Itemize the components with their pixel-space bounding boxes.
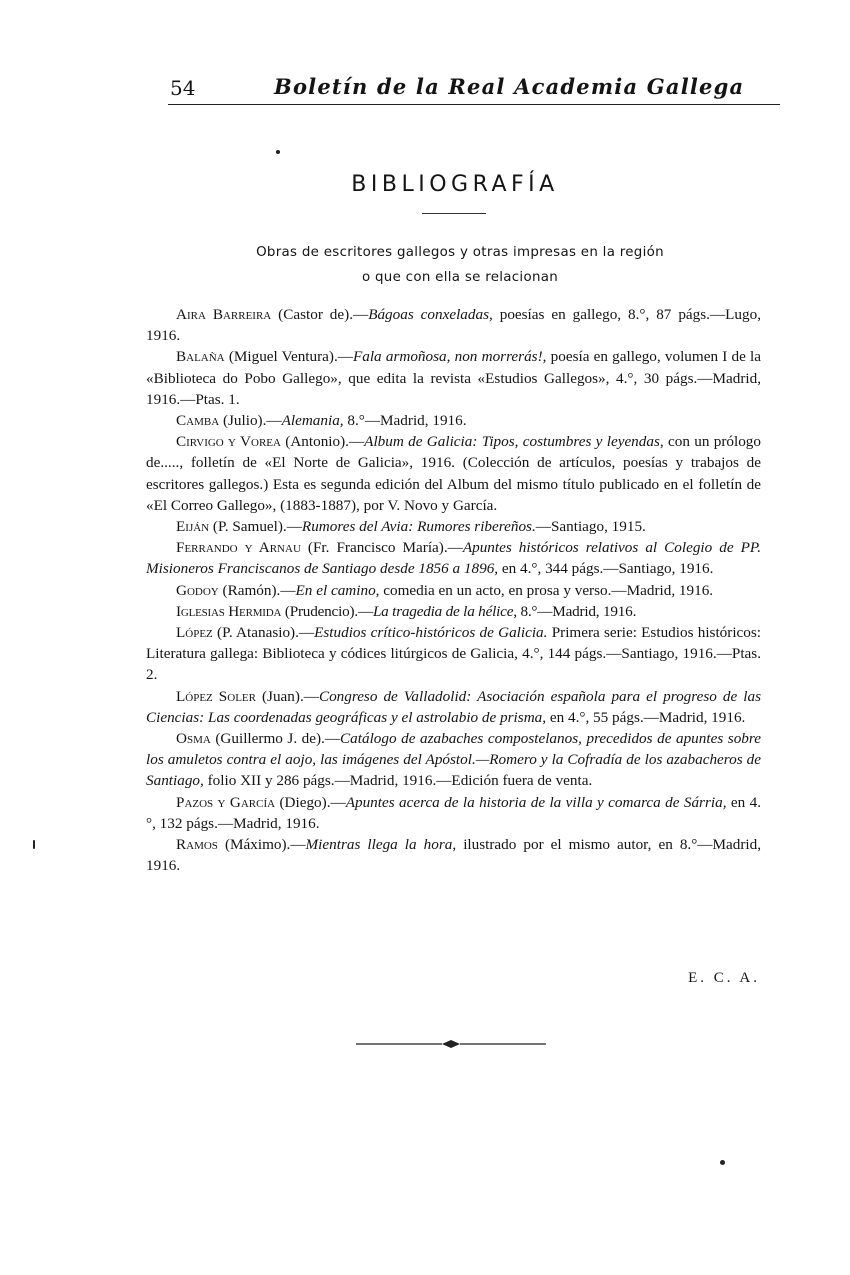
entry-title: Bágoas conxeladas, <box>368 306 493 323</box>
entry-author-detail: (Miguel Ventura).— <box>224 348 353 366</box>
entry-details: en 4.°, 132 págs.—Madrid, 1916. <box>146 793 762 832</box>
entry-details: 8.°—Madrid, 1916. <box>343 412 467 430</box>
entry-title: Estudios crítico-históricos de Galicia. <box>314 624 548 642</box>
entry-title: Album de Galicia: Tipos, costumbres y leyendas, <box>364 433 664 451</box>
entry-details: —Santiago, 1915. <box>535 518 646 536</box>
entry-title: La tragedia de la hélice, <box>372 602 517 620</box>
entry-details: folio XII y 286 págs.—Madrid, 1916.—Edición fuera de venta. <box>203 772 593 790</box>
title-divider <box>422 213 486 214</box>
bibliography-entry <box>146 431 761 516</box>
entry-author: Pazos y García <box>176 793 276 811</box>
bibliography-list <box>146 304 761 876</box>
entry-author-detail: (Prudencio).— <box>281 602 373 620</box>
print-speck <box>276 150 280 154</box>
entry-details: poesía en gallego, volumen I de la «Biblioteca do Pobo Gallego», que edita la revista «Estudios Gallegos», 4.°, 30 págs.—Madrid, 1916.—Ptas. 1. <box>146 348 761 408</box>
entry-author: Balaña <box>176 348 225 366</box>
bibliography-entry <box>146 728 761 792</box>
entry-title: En el camino, <box>295 581 380 599</box>
entry-author-detail: (Fr. Francisco María).— <box>300 539 463 557</box>
entry-title: Congreso de Valladolid: Asociación española para el progreso de las Ciencias: Las coordenadas geográficas y el astrolabio de prisma, <box>146 687 761 726</box>
journal-title: Boletín de la Real Academia Gallega <box>274 74 745 99</box>
entry-details: comedia en un acto, en prosa y verso.—Madrid, 1916. <box>379 581 714 599</box>
running-head <box>170 74 760 104</box>
entry-author: Osma <box>176 730 211 748</box>
entry-author: Ferrando y Arnau <box>176 539 301 557</box>
bibliography-entry <box>146 622 761 686</box>
entry-author-detail: (P. Atanasio).— <box>212 624 315 642</box>
entry-author: Aira Barreira <box>176 306 272 323</box>
entry-title: Apuntes acerca de la historia de la villa y comarca de Sárria, <box>345 793 727 811</box>
entry-title: Rumores del Avia: Rumores ribereños. <box>301 518 536 536</box>
entry-title: Catálogo de azabaches compostelanos, precedidos de apuntes sobre los amuletos contra el aojo, las imágenes del Apóstol.—Romero y la Cofradía de los azabacheros de Santiago, <box>146 730 761 790</box>
bibliography-entry <box>146 410 761 431</box>
entry-details: 8.°—Madrid, 1916. <box>516 602 637 620</box>
bibliography-entry <box>146 537 761 579</box>
entry-author-detail: (Máximo).— <box>217 836 306 854</box>
entry-author: Iglesias Hermida <box>176 602 282 620</box>
bibliography-entry <box>146 834 761 876</box>
entry-details: en 4.°, 55 págs.—Madrid, 1916. <box>546 708 746 726</box>
entry-author: López <box>176 624 213 642</box>
entry-details: en 4.°, 344 págs.—Santiago, 1916. <box>498 560 714 578</box>
entry-title: Fala armoñosa, non morrerás!, <box>352 348 547 366</box>
entry-author: Godoy <box>176 581 219 599</box>
bibliography-entry <box>146 580 761 601</box>
section-title: BIBLIOGRAFÍA <box>351 172 559 197</box>
entry-author-detail: (Julio).— <box>219 412 282 430</box>
entry-title: Alemania, <box>281 412 344 430</box>
entry-author-detail: (Antonio).— <box>280 433 365 451</box>
end-ornament-icon <box>356 1036 546 1052</box>
entry-details: con un prólogo de....., folletín de «El Norte de Galicia», 1916. (Colección de artículos, poesías y trabajos de escritores gallegos.) Esta es segunda edición del Album del mismo título publicado en el folletín de «El Correo Gallego», (1883-1887), por V. Novo y García. <box>146 433 761 514</box>
bibliography-entry <box>146 686 761 728</box>
entry-title: Apuntes históricos relativos al Colegio de PP. Misioneros Franciscanos de Santiago desde 1856 a 1896, <box>146 539 762 578</box>
section-subtitle <box>160 240 760 290</box>
entry-author-detail: (Castor de).— <box>271 306 369 323</box>
entry-author-detail: (Diego).— <box>275 793 346 811</box>
subtitle-line-1: Obras de escritores gallegos y otras impresas en la región <box>256 245 664 260</box>
bibliography-entry <box>146 601 761 622</box>
entry-details: Primera serie: Estudios históricos: Literatura gallega: Biblioteca y códices litúrgicos de Galicia, 4.°, 144 págs.—Santiago, 1916.—Ptas. 2. <box>146 624 762 684</box>
entry-details: poesías en gallego, 8.°, 87 págs.—Lugo, 1916. <box>146 306 761 345</box>
print-speck <box>33 840 35 849</box>
header-rule <box>168 104 780 105</box>
bibliography-entry <box>146 792 761 834</box>
print-speck <box>720 1160 725 1165</box>
entry-author: Eiján <box>176 518 210 536</box>
entry-author-detail: (Juan).— <box>255 687 319 705</box>
entry-author: Camba <box>176 412 220 430</box>
bibliography-entry <box>146 516 761 537</box>
entry-title: Mientras llega la hora, <box>305 836 457 854</box>
entry-author: López Soler <box>176 687 256 705</box>
entry-author-detail: (P. Samuel).— <box>209 518 302 536</box>
bibliography-entry <box>146 304 761 346</box>
author-signature: E. C. A. <box>688 970 760 986</box>
entry-author-detail: (Guillermo J. de).— <box>210 730 341 748</box>
entry-author-detail: (Ramón).— <box>218 581 296 599</box>
entry-author: Cirvigo y Vorea <box>176 433 281 451</box>
entry-details: ilustrado por el mismo autor, en 8.°—Madrid, 1916. <box>146 836 761 875</box>
subtitle-line-2: o que con ella se relacionan <box>361 270 559 285</box>
entry-author: Ramos <box>176 836 218 854</box>
page-number: 54 <box>170 76 196 100</box>
bibliography-entry <box>146 346 761 410</box>
